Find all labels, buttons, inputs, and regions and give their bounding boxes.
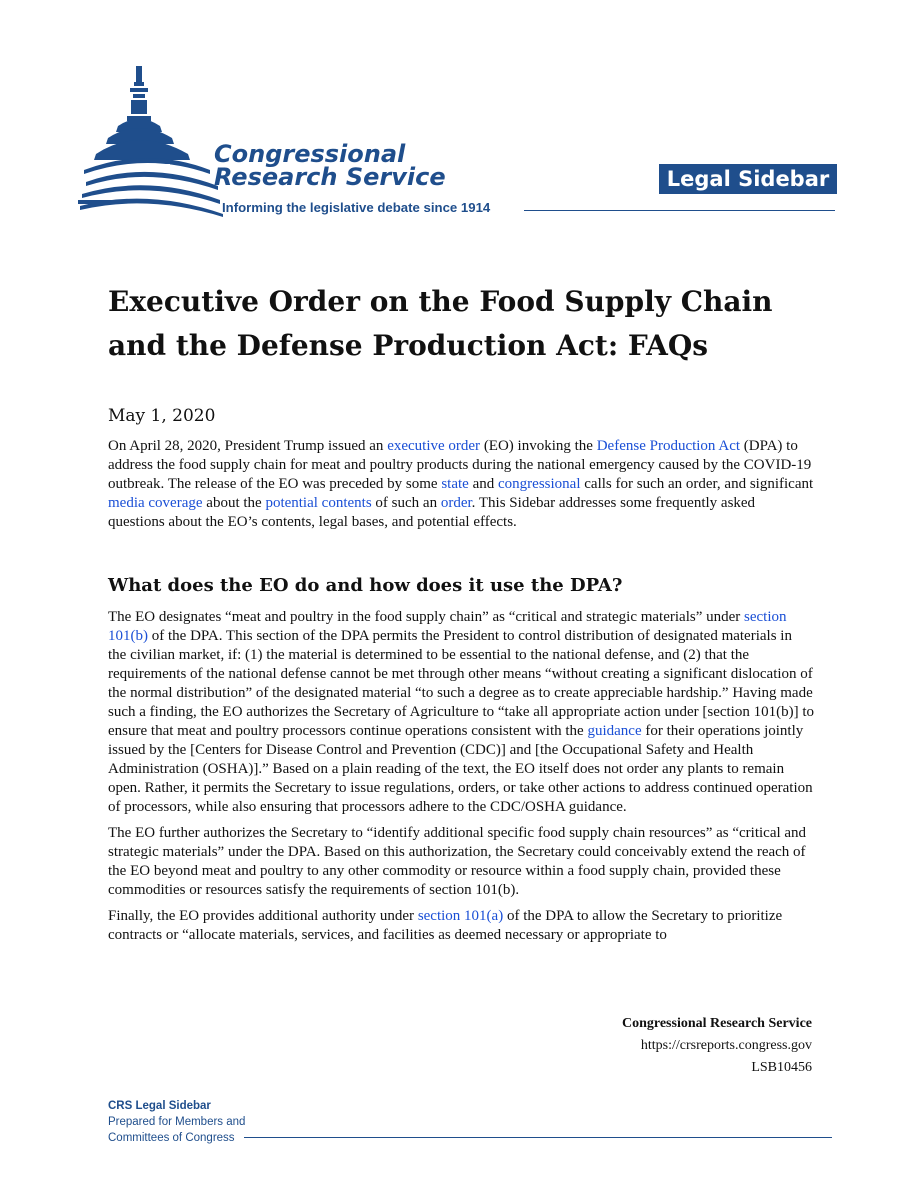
defense-production-act-link[interactable]: Defense Production Act (596, 438, 741, 454)
intro-text-4: and (468, 476, 499, 492)
footer-url[interactable]: https://crsreports.congress.gov (640, 1038, 812, 1053)
section-paragraph-2: The EO further authorizes the Secretary to “identify additional specific food supply chain resources” as “critical and strategic materials” under the DPA. Based on this authorization, the Secretary could conceivably extend the reach of the EO beyond meat and poultry to any other commodity or resource within a food supply chain, provided these commodities or resources satisfy the requirements of section 101(b). (108, 825, 807, 898)
intro-text-3: (DPA) to address the food supply chain for meat and poultry products during the national emergency caused by the COVID-19 outbreak. The release of the EO was preceded by some (108, 438, 812, 492)
org-name (214, 140, 446, 191)
footer-left-line1: Prepared for Members and (108, 1116, 246, 1128)
potential-contents-link[interactable]: potential contents (265, 495, 372, 511)
section-body (108, 608, 814, 952)
order-link[interactable]: order (440, 495, 472, 511)
intro-text-5: calls for such an order, and significant (580, 476, 814, 492)
intro-text-1: On April 28, 2020, President Trump issued an (108, 438, 388, 454)
footer-rule (244, 1137, 832, 1138)
org-name-line2: Research Service (214, 163, 446, 191)
p3-text-2: of the DPA to allow the Secretary to prioritize contracts or “allocate materials, services, and facilities as deemed necessary or appropriate to (108, 908, 783, 943)
intro-paragraph (108, 437, 814, 532)
footer-org-name: Congressional Research Service (621, 1016, 812, 1031)
legal-sidebar-badge: Legal Sidebar (659, 164, 837, 194)
document-title (108, 280, 828, 368)
guidance-link[interactable]: guidance (587, 723, 642, 739)
intro-section (108, 437, 814, 539)
document-title-line1: Executive Order on the Food Supply Chain (108, 285, 773, 318)
header-rule (524, 210, 835, 211)
state-link[interactable]: state (441, 476, 469, 492)
document-date: May 1, 2020 (108, 406, 216, 426)
section-101a-link[interactable]: section 101(a) (417, 908, 504, 924)
intro-text-7: of such an (371, 495, 441, 511)
p3-text-1: Finally, the EO provides additional authority under (108, 908, 418, 924)
org-tagline: Informing the legislative debate since 1914 (222, 200, 491, 215)
footer-report-code: LSB10456 (751, 1060, 812, 1075)
footer-prepared-for (108, 1098, 245, 1146)
intro-text-6: about the (202, 495, 266, 511)
footer-left-line2: Committees of Congress (108, 1132, 235, 1144)
p1-text-1: The EO designates “meat and poultry in the food supply chain” as “critical and strategic materials” under (108, 609, 745, 625)
page-footer-info (622, 1013, 812, 1079)
media-coverage-link[interactable]: media coverage (108, 495, 203, 511)
document-title-line2: and the Defense Production Act: FAQs (108, 329, 709, 362)
congressional-link[interactable]: congressional (498, 476, 581, 492)
section-heading: What does the EO do and how does it use the DPA? (108, 575, 623, 596)
org-name-line1: Congressional (214, 140, 406, 168)
executive-order-link[interactable]: executive order (387, 438, 481, 454)
p1-text-2: of the DPA. This section of the DPA permits the President to control distribution of designated materials in the civilian market, if: (1) the material is determined to be essential to the national defense, and (2) that the requirements of the national defense cannot be met through other means “without creating a significant dislocation of the normal distribution” of the designated material “to such a degree as to create appreciable hardship.” Having made such a finding, the EO authorizes the Secretary of Agriculture to “take all appropriate action under [section 101(b)] to ensure that meat and poultry processors continue operations consistent with the (108, 628, 814, 739)
p1-text-3: for their operations jointly issued by the [Centers for Disease Control and Prevention (CDC)] and [the Occupational Safety and Health Administration (OSHA)].” Based on a plain reading of the text, the EO itself does not order any plants to remain open. Rather, it permits the Secretary to issue regulations, orders, or take other actions to address continued operation of processors, while also ensuring that processors adhere to the CDC/OSHA guidance. (108, 723, 813, 815)
intro-text-8: . This Sidebar addresses some frequently asked questions about the EO’s contents, legal bases, and potential effects. (108, 495, 756, 530)
section-101b-link[interactable]: section 101(b) (108, 609, 787, 644)
section-paragraph-3 (108, 907, 814, 945)
section-paragraph-1 (108, 608, 814, 817)
footer-left-title: CRS Legal Sidebar (108, 1100, 211, 1112)
capitol-dome-icon (78, 62, 228, 222)
intro-text-2: (EO) invoking the (480, 438, 597, 454)
